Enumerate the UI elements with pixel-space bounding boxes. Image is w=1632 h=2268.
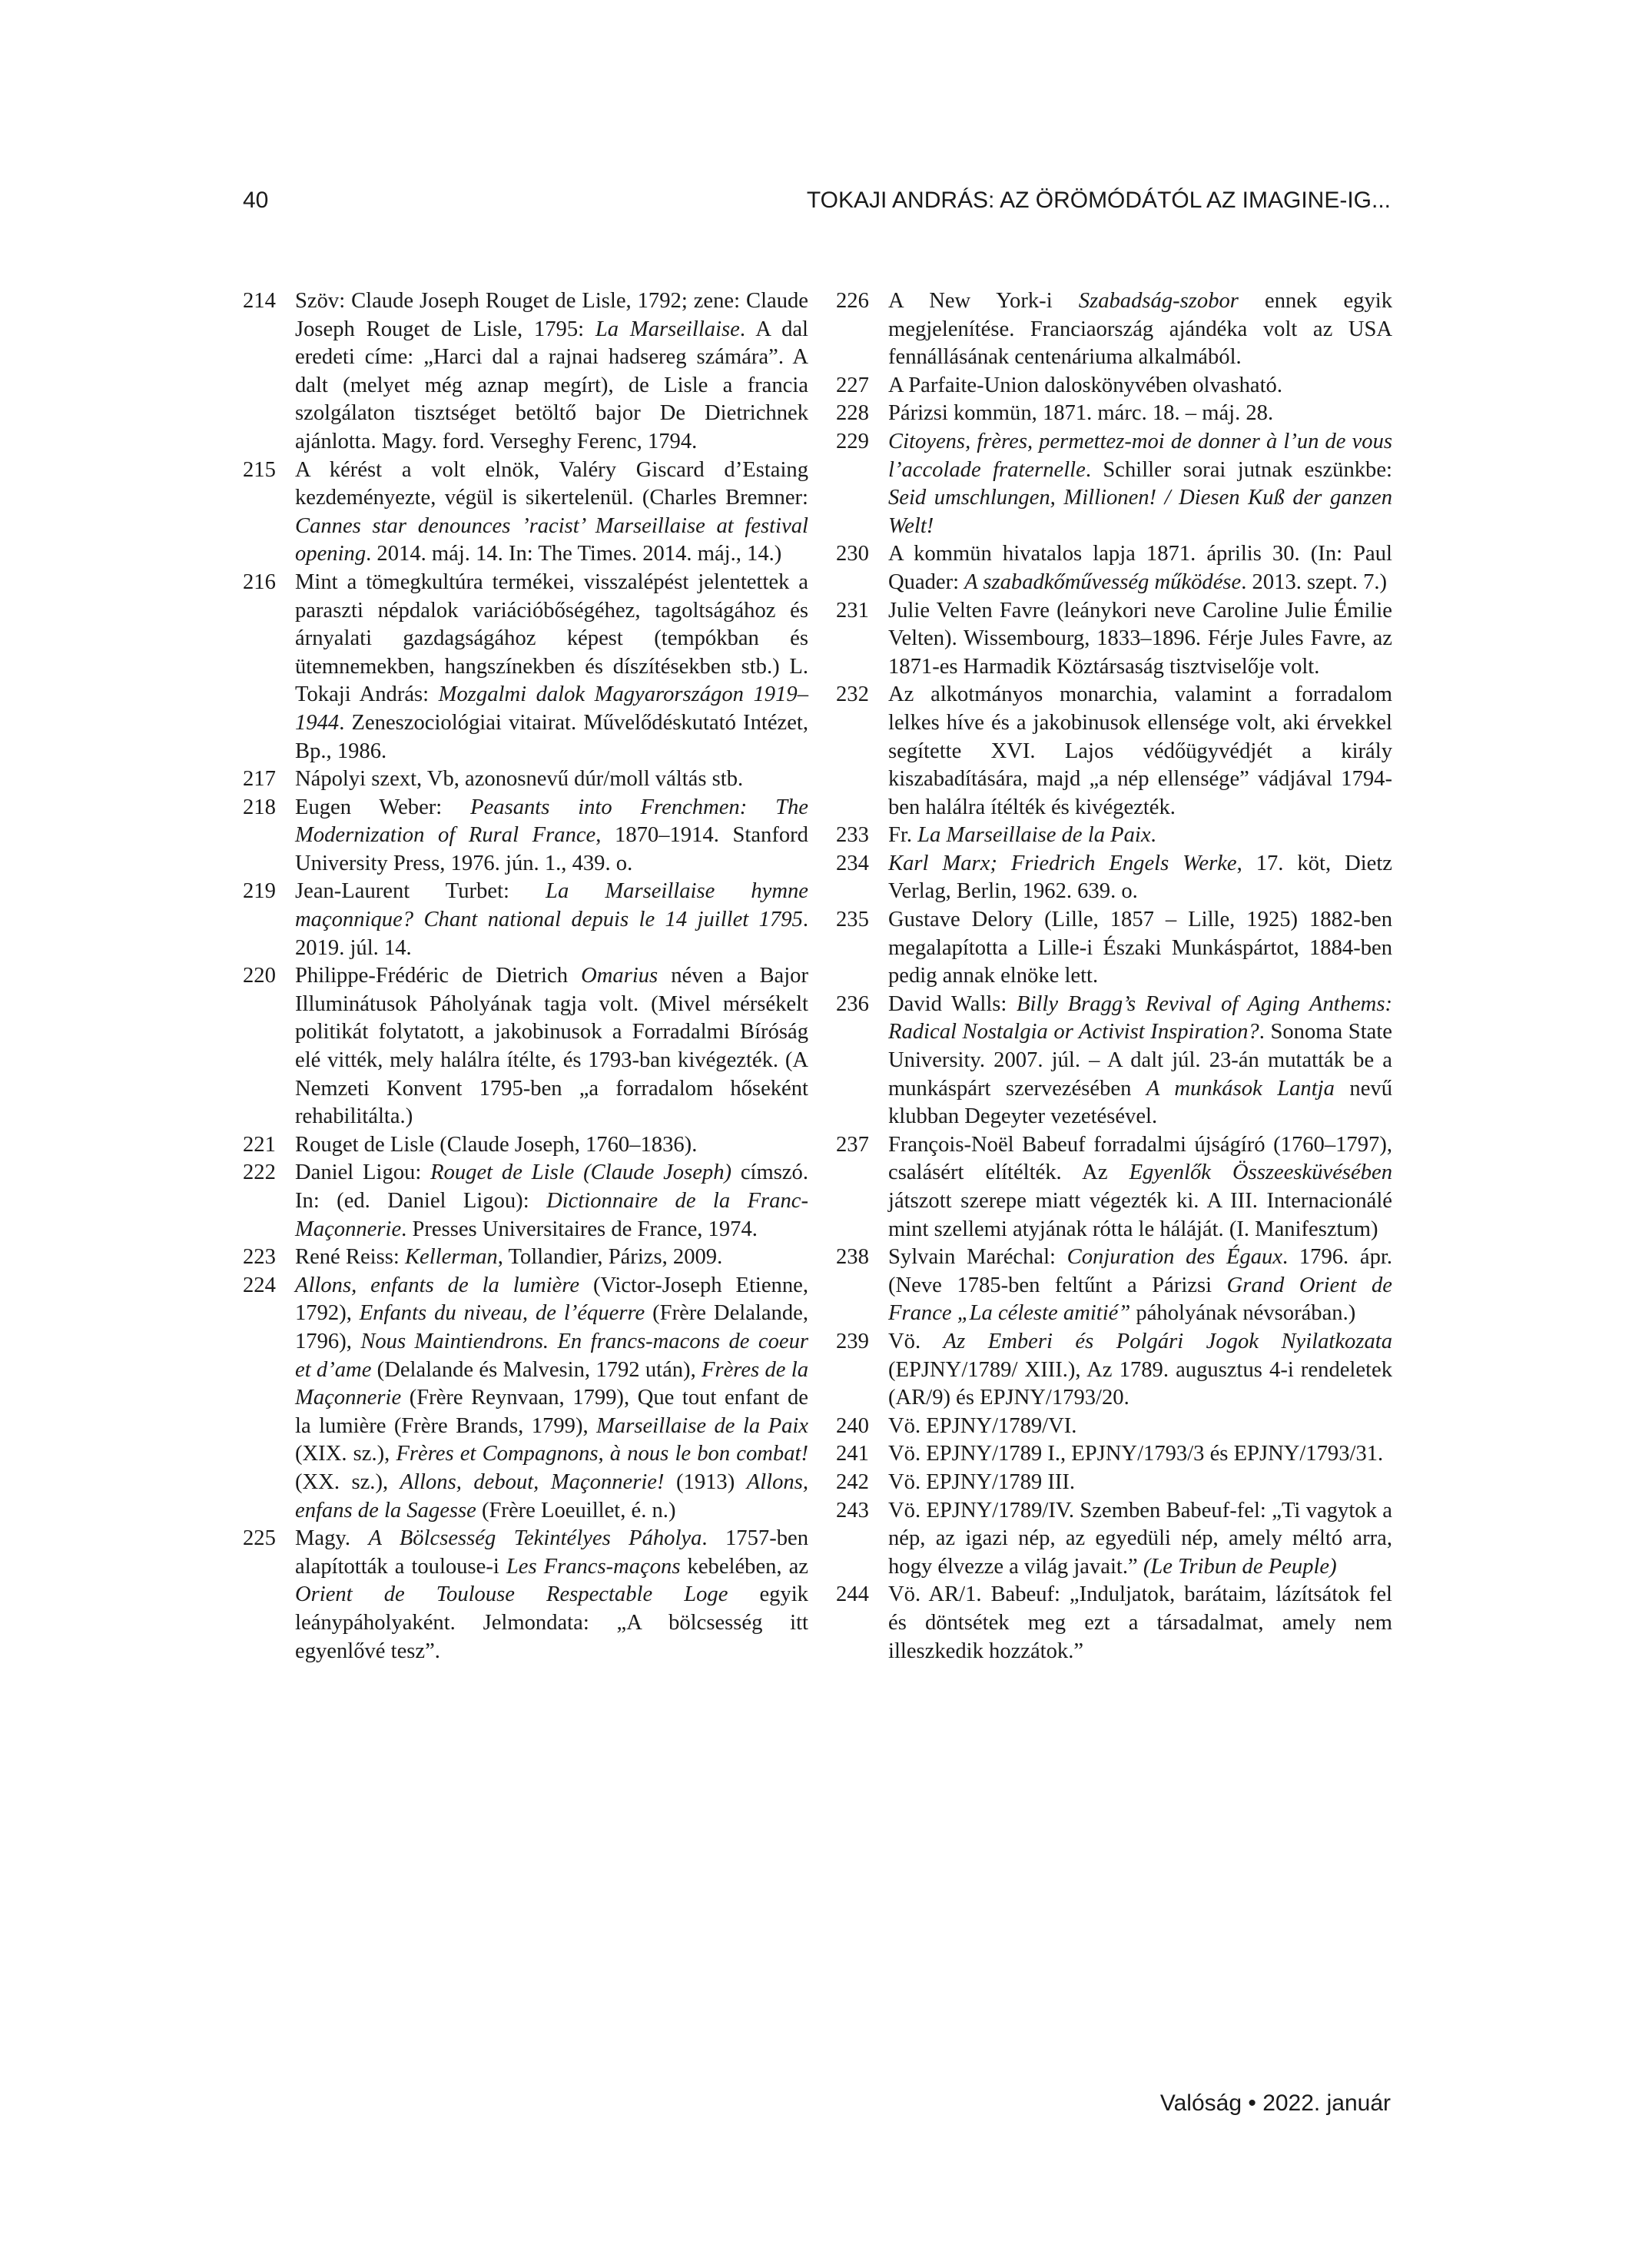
- footnote: [243, 1525, 808, 1665]
- running-title: TOKAJI ANDRÁS: AZ ÖRÖMÓDÁTÓL AZ IMAGINE-IG...: [806, 188, 1391, 213]
- footnote-text: David Walls: Billy Bragg’s Revival of Aging Anthems: Radical Nostalgia or Activist Inspiration?. Sonoma State University. 2007. júl. – A dalt júl. 23-án mutatták be a munkáspárt szervezésében A munkások Lantja nevű klubban Degeyter vezetésével.: [888, 991, 1392, 1129]
- footnote-number: 242: [836, 1469, 869, 1494]
- footnote-number: 221: [243, 1132, 276, 1157]
- footnote-text: Karl Marx; Friedrich Engels Werke, 17. köt, Dietz Verlag, Berlin, 1962. 639. o.: [888, 851, 1393, 904]
- footnote-number: 222: [243, 1161, 276, 1185]
- footnote-text: Szöv: Claude Joseph Rouget de Lisle, 1792; zene: Claude Joseph Rouget de Lisle, 1795: La Marseillaise. A dal eredeti címe: „Harci dal a rajnai hadsereg számára”. A dalt (melyet még aznap megírt), de Lisle a francia szolgálaton tisztséget betöltő bajor De Dietrichnek ajánlotta. Magy. ford. Verseghy Ferenc, 1794.: [295, 289, 808, 453]
- footnote: [836, 822, 1392, 850]
- footnote: [836, 287, 1392, 372]
- footnote-number: 228: [836, 401, 869, 426]
- footnote: [836, 1413, 1392, 1441]
- footnote: [836, 428, 1392, 540]
- footnote-number: 224: [243, 1273, 276, 1297]
- footnote-text: Vö. AR/1. Babeuf: „Induljatok, barátaim, lázítsátok fel és döntsétek meg ezt a társadalmat, amely nem illeszkedik hozzátok.”: [888, 1582, 1392, 1663]
- footnote-number: 240: [836, 1413, 869, 1438]
- footnote-number: 231: [836, 598, 869, 623]
- footnote: [243, 569, 808, 765]
- footnote-number: 234: [836, 851, 869, 875]
- footnote: [243, 765, 808, 794]
- footnote: [836, 1497, 1392, 1582]
- footnote-number: 227: [836, 373, 869, 397]
- footnote-number: 241: [836, 1442, 869, 1466]
- footnote-text: Daniel Ligou: Rouget de Lisle (Claude Joseph) címszó. In: (ed. Daniel Ligou): Dictionnaire de la Franc-Maçonnerie. Presses Universitaires de France, 1974.: [295, 1161, 808, 1241]
- footnote-number: 236: [836, 991, 869, 1016]
- footnote: [836, 1440, 1392, 1469]
- footnote: [243, 1131, 808, 1160]
- footnote: [836, 681, 1392, 822]
- footnote-number: 243: [836, 1498, 869, 1523]
- footnote-text: A Parfaite-Union daloskönyvében olvasható.: [888, 373, 1282, 397]
- footnote-text: Vö. EPJNY/1789 I., EPJNY/1793/3 és EPJNY/1793/31.: [888, 1442, 1384, 1466]
- footnote-text: Philippe-Frédéric de Dietrich Omarius néven a Bajor Illuminátusok Páholyának tagja volt. (Mivel mérsékelt politikát folytatott, a jakobinusok a Forradalmi Bíróság elé vitték, mely halálra ítélte, és 1793-ban kivégezték. (A Nemzeti Konvent 1795-ben „a forradalom hőseként rehabilitálta.): [295, 964, 808, 1129]
- footnote-number: 237: [836, 1132, 869, 1157]
- footnote-text: A New York-i Szabadság-szobor ennek egyik megjelenítése. Franciaország ajándéka volt az USA fennállásának centenáriuma alkalmából.: [888, 289, 1392, 370]
- footnote-text: Eugen Weber: Peasants into Frenchmen: The Modernization of Rural France, 1870–1914. Stanford University Press, 1976. jún. 1., 439. o.: [295, 795, 808, 875]
- footnote-text: Párizsi kommün, 1871. márc. 18. – máj. 28.: [888, 401, 1274, 426]
- footnote: [243, 1159, 808, 1244]
- footnote-text: Vö. EPJNY/1789/IV. Szemben Babeuf-fel: „Ti vagytok a nép, az igazi nép, az egyedüli nép, amely méltó arra, hogy élvezze a világ javait.” (Le Tribun de Peuple): [888, 1498, 1392, 1579]
- footnote: [243, 1244, 808, 1272]
- running-header: [243, 188, 1391, 224]
- footnote: [836, 400, 1392, 428]
- footnote-number: 233: [836, 823, 869, 848]
- footnote-text: Allons, enfants de la lumière (Victor-Joseph Etienne, 1792), Enfants du niveau, de l’équerre (Frère Delalande, 1796), Nous Maintiendrons. En francs-macons de coeur et d’ame (Delalande és Malvesin, 1792 után), Frères de la Maçonnerie (Frère Reynvaan, 1799), Que tout enfant de la lumière (Frère Brands, 1799), Marseillaise de la Paix (XIX. sz.), Frères et Compagnons, à nous le bon combat! (XX. sz.), Allons, debout, Maçonnerie! (1913) Allons, enfans de la Sagesse (Frère Loeuillet, é. n.): [295, 1273, 809, 1523]
- footnote: [243, 1272, 808, 1525]
- footnote-number: 239: [836, 1329, 869, 1353]
- footnote-number: 244: [836, 1582, 869, 1607]
- footnote-text: Sylvain Maréchal: Conjuration des Égaux. 1796. ápr. (Neve 1785-ben feltűnt a Párizsi Grand Orient de France „La céleste amitié” páholyának névsorában.): [888, 1245, 1393, 1326]
- footnote-text: Magy. A Bölcsesség Tekintélyes Páholya. 1757-ben alapították a toulouse-i Les Francs-maçons kebelében, az Orient de Toulouse Respectable Loge egyik leánypáholyaként. Jelmondata: „A bölcsesség itt egyenlővé tesz”.: [295, 1526, 808, 1663]
- footnote: [836, 1469, 1392, 1497]
- footnote: [836, 540, 1392, 596]
- footnote-number: 225: [243, 1526, 276, 1551]
- footnote-text: Nápolyi szext, Vb, azonosnevű dúr/moll váltás stb.: [295, 767, 744, 792]
- footnote-text: Fr. La Marseillaise de la Paix.: [888, 823, 1156, 848]
- footnote-number: 235: [836, 908, 869, 932]
- footnote: [836, 597, 1392, 682]
- footnote: [836, 372, 1392, 400]
- footnote-text: René Reiss: Kellerman, Tollandier, Párizs, 2009.: [295, 1245, 723, 1270]
- footnote: [836, 1581, 1392, 1665]
- footnote-number: 216: [243, 569, 276, 594]
- journal-footer: Valóság • 2022. január: [1159, 2090, 1391, 2116]
- footnote-number: 218: [243, 795, 276, 819]
- footnote-text: A kérést a volt elnök, Valéry Giscard d’Estaing kezdeményezte, végül is sikertelenül. (Charles Bremner: Cannes star denounces ’racist’ Marseillaise at festival opening. 2014. máj. 14. In: The Times. 2014. máj., 14.): [295, 457, 808, 566]
- footnote-number: 229: [836, 429, 869, 453]
- footnote: [243, 287, 808, 457]
- footnote-text: Gustave Delory (Lille, 1857 – Lille, 1925) 1882-ben megalapította a Lille-i Északi Munkáspártot, 1884-ben pedig annak elnöke lett.: [888, 908, 1392, 988]
- footnote-text: Rouget de Lisle (Claude Joseph, 1760–1836).: [295, 1132, 698, 1157]
- footnote-number: 214: [243, 289, 276, 313]
- footnote-number: 230: [836, 542, 869, 566]
- footnote: [243, 457, 808, 569]
- footnote-number: 223: [243, 1245, 276, 1270]
- footnote: [243, 878, 808, 962]
- footnote-number: 232: [836, 682, 869, 707]
- footnote-number: 220: [243, 964, 276, 988]
- footnote: [836, 1244, 1392, 1328]
- footnote-text: François-Noël Babeuf forradalmi újságíró (1760–1797), csalásért elítélték. Az Egyenlők Összeesküvésében játszott szerepe miatt végezték ki. A III. Internacionálé mint szellemi atyjának rótta le háláját. (I. Manifesztum): [888, 1132, 1392, 1241]
- page-number: 40: [243, 188, 269, 213]
- footnote: [243, 794, 808, 878]
- footnote: [836, 991, 1392, 1131]
- footnote-number: 217: [243, 767, 276, 792]
- footnote-text: A kommün hivatalos lapja 1871. április 30. (In: Paul Quader: A szabadkőművesség működése. 2013. szept. 7.): [888, 542, 1392, 594]
- footnote-number: 226: [836, 289, 869, 313]
- footnote-number: 215: [243, 457, 276, 482]
- footnote: [836, 1131, 1392, 1244]
- footnote-text: Vö. EPJNY/1789 III.: [888, 1469, 1076, 1494]
- footnote: [836, 906, 1392, 991]
- footnote: [243, 962, 808, 1131]
- footnote-text: Citoyens, frères, permettez-moi de donner à l’un de vous l’accolade fraternelle. Schiller sorai jutnak eszünkbe: Seid umschlungen, Millionen! / Diesen Kuß der ganzen Welt!: [888, 429, 1392, 538]
- footnote-number: 219: [243, 879, 276, 904]
- footnote-text: Mint a tömegkultúra termékei, visszalépést jelentettek a paraszti népdalok variációbőségéhez, tagoltságához és árnyalati gazdagságához képest (tempókban és ütemnemekben, hangszínekben és díszítésekben stb.) L. Tokaji András: Mozgalmi dalok Magyarországon 1919–1944. Zeneszociológiai vitairat. Művelődéskutató Intézet, Bp., 1986.: [295, 569, 808, 763]
- footnote-text: Vö. EPJNY/1789/VI.: [888, 1413, 1077, 1438]
- footnote-text: Az alkotmányos monarchia, valamint a forradalom lelkes híve és a jakobinusok ellensége volt, aki érvekkel segítette XVI. Lajos védőügyvédjét a király kiszabadítására, majd „a nép ellensége” vádjával 1794-ben halálra ítélték és kivégezték.: [888, 682, 1392, 819]
- footnote-text: Jean-Laurent Turbet: La Marseillaise hymne maçonnique? Chant national depuis le 14 juillet 1795. 2019. júl. 14.: [295, 879, 808, 960]
- footnote-number: 238: [836, 1245, 869, 1270]
- footnote: [836, 850, 1392, 906]
- footnote-text: Julie Velten Favre (leánykori neve Caroline Julie Émilie Velten). Wissembourg, 1833–1896. Férje Jules Favre, az 1871-es Harmadik Köztársaság tisztviselője volt.: [888, 598, 1392, 679]
- footnote-text: Vö. Az Emberi és Polgári Jogok Nyilatkozata (EPJNY/1789/ XIII.), Az 1789. augusztus 4-i rendeletek (AR/9) és EPJNY/1793/20.: [888, 1329, 1392, 1410]
- footnote: [836, 1328, 1392, 1413]
- footnotes-left-column: [243, 287, 808, 1665]
- footnotes-right-column: [836, 287, 1392, 1665]
